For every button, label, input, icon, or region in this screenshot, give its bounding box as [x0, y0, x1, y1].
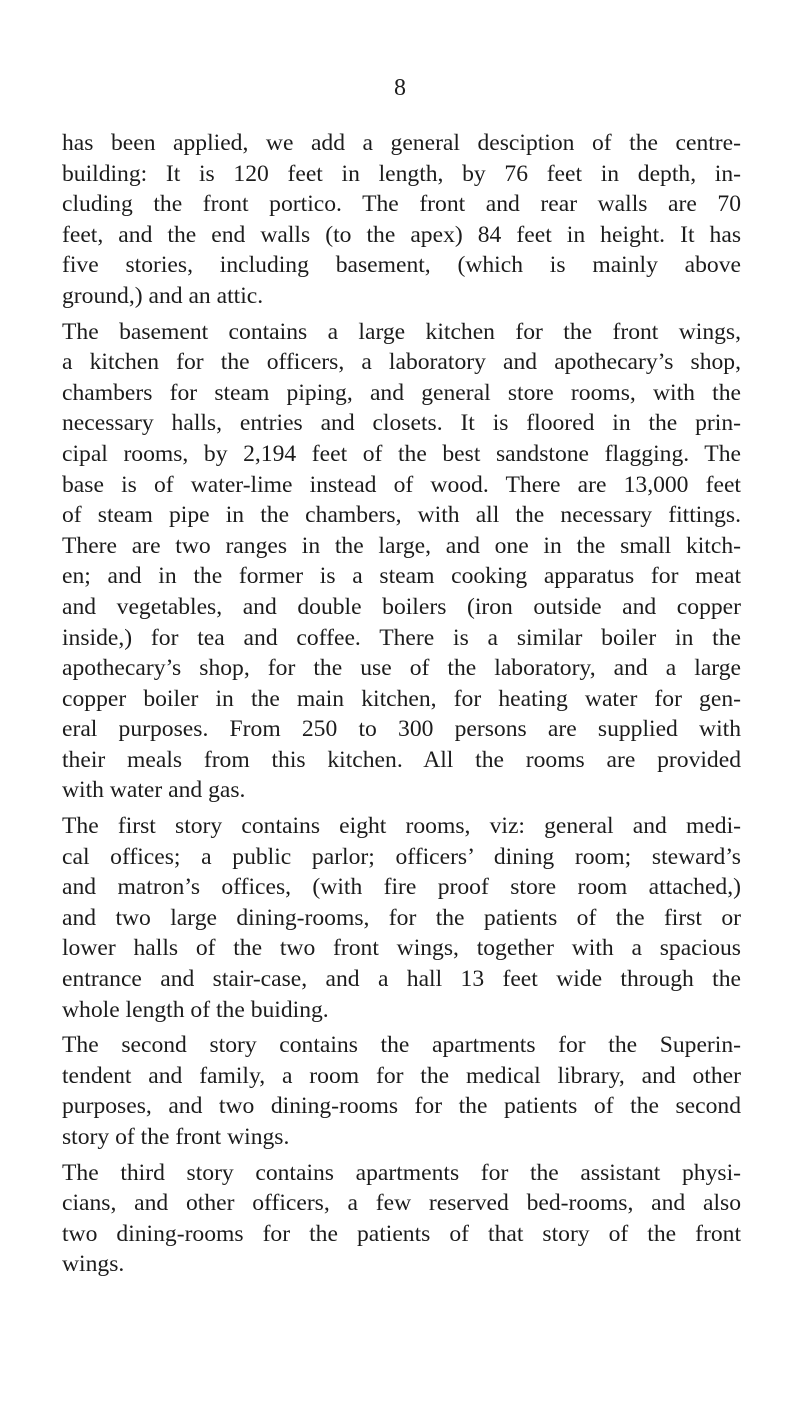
text-line: a kitchen for the officers, a laboratory and apothecary’s shop,: [62, 349, 741, 376]
text-line: their meals from this kitchen. All the rooms are provided: [62, 746, 741, 773]
paragraph: [62, 317, 741, 807]
text-line: There are two ranges in the large, and one in the small kitch-: [62, 532, 741, 559]
text-line: building: It is 120 feet in length, by 76 feet in depth, in-: [62, 160, 741, 187]
text-line: cipal rooms, by 2,194 feet of the best sandstone flagging. The: [62, 440, 741, 467]
text-line: wings.: [62, 1251, 125, 1278]
text-line: and matron’s offices, (with fire proof store room attached,): [62, 874, 741, 901]
text-line: five stories, including basement, (which is mainly above: [62, 252, 741, 279]
text-line: feet, and the end walls (to the apex) 84 feet in height. It has: [62, 221, 741, 248]
text-line: chambers for steam piping, and general store rooms, with the: [62, 379, 741, 406]
text-line: and two large dining-rooms, for the patients of the first or: [62, 904, 741, 931]
text-line: has been applied, we add a general desciption of the centre-: [62, 130, 741, 156]
page-number: 8: [394, 75, 406, 101]
text-line: cluding the front portico. The front and rear walls are 70: [62, 191, 741, 218]
text-line: entrance and stair-case, and a hall 13 feet wide through the: [62, 966, 741, 993]
body-text: [62, 128, 741, 1285]
paragraph: [62, 811, 741, 1025]
text-line: The third story contains apartments for the assistant physi-: [62, 1159, 741, 1186]
text-line: lower halls of the two front wings, together with a spacious: [62, 935, 741, 962]
paragraph: [62, 128, 741, 312]
text-line: cians, and other officers, a few reserved bed-rooms, and also: [62, 1190, 741, 1217]
text-line: purposes, and two dining-rooms for the patients of the second: [62, 1093, 741, 1120]
text-line: base is of water-lime instead of wood. There are 13,000 feet: [62, 471, 741, 498]
paragraph: [62, 1030, 741, 1152]
text-line: tendent and family, a room for the medical library, and other: [62, 1062, 741, 1089]
text-line: with water and gas.: [62, 777, 246, 804]
text-line: eral purposes. From 250 to 300 persons are supplied with: [62, 716, 741, 743]
text-line: whole length of the buiding.: [62, 996, 329, 1023]
text-line: en; and in the former is a steam cooking apparatus for meat: [62, 563, 741, 590]
text-line: of steam pipe in the chambers, with all the necessary fittings.: [62, 502, 741, 529]
text-line: inside,) for tea and coffee. There is a similar boiler in the: [62, 624, 741, 651]
text-line: The second story contains the apartments for the Superin-: [62, 1032, 741, 1059]
text-line: The first story contains eight rooms, viz: general and medi-: [62, 813, 741, 840]
text-line: two dining-rooms for the patients of that story of the front: [62, 1220, 741, 1247]
text-line: necessary halls, entries and closets. It is floored in the prin-: [62, 410, 741, 437]
text-line: The basement contains a large kitchen for the front wings,: [62, 318, 741, 345]
text-line: cal offices; a public parlor; officers’ dining room; steward’s: [62, 843, 741, 870]
text-line: copper boiler in the main kitchen, for heating water for gen-: [62, 685, 741, 712]
text-line: story of the front wings.: [62, 1124, 290, 1150]
paragraph: [62, 1158, 741, 1280]
text-line: ground,) and an attic.: [62, 282, 264, 309]
text-line: and vegetables, and double boilers (iron outside and copper: [62, 593, 741, 620]
text-line: apothecary’s shop, for the use of the laboratory, and a large: [62, 655, 741, 682]
